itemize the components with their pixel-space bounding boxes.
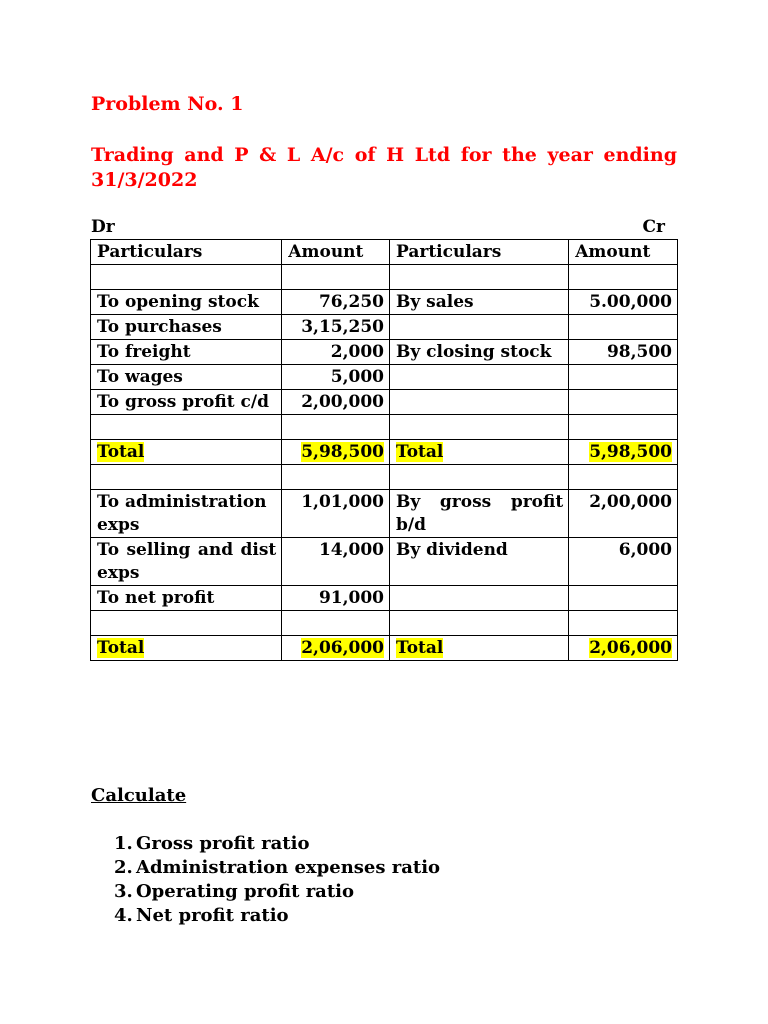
blank-cell [282,611,390,636]
cr-particular: By gross profit b/d [390,490,569,538]
total-label-cr [390,440,569,465]
header-particulars-dr: Particulars [91,240,282,265]
table-row [91,586,678,611]
cr-amount: 5.00,000 [569,290,678,315]
cr-particular: By closing stock [390,340,569,365]
task-number: 3. [114,881,133,902]
dr-amount: 14,000 [282,538,390,586]
table-row [91,315,678,340]
table-row [91,290,678,315]
header-amount-dr: Amount [282,240,390,265]
header-row [91,240,678,265]
blank-cell [282,265,390,290]
cr-particular [390,390,569,415]
dr-amount: 3,15,250 [282,315,390,340]
problem-title: Problem No. 1 [91,93,244,115]
blank-row [91,465,678,490]
task-number: 4. [114,905,133,926]
blank-cell [282,465,390,490]
dr-amount: 1,01,000 [282,490,390,538]
dr-particular: To wages [91,365,282,390]
task-text: Gross profit ratio [136,833,310,854]
dr-particular: To opening stock [91,290,282,315]
pl-total-row [91,636,678,661]
list-item [114,904,440,928]
dr-cr-labels [91,217,665,237]
blank-cell [390,415,569,440]
cr-amount: 2,00,000 [569,490,678,538]
blank-cell [390,265,569,290]
dr-amount: 2,000 [282,340,390,365]
blank-cell [91,465,282,490]
cr-amount [569,315,678,340]
total-label-dr [91,636,282,661]
total-amount-cr-text: 2,06,000 [589,638,672,658]
total-amount-dr [282,440,390,465]
task-text: Operating profit ratio [136,881,355,902]
debit-label: Dr [91,217,115,237]
dr-particular: To administration exps [91,490,282,538]
total-label-dr-text: Total [97,638,145,658]
total-amount-cr-text: 5,98,500 [589,442,672,462]
list-item [114,880,440,904]
blank-cell [91,611,282,636]
cr-particular [390,315,569,340]
table-row [91,365,678,390]
cr-amount: 98,500 [569,340,678,365]
total-amount-dr [282,636,390,661]
cr-particular [390,586,569,611]
header-particulars-cr: Particulars [390,240,569,265]
trading-pl-account-table [90,239,678,661]
cr-particular: By dividend [390,538,569,586]
total-label-dr-text: Total [97,442,145,462]
total-label-cr-text: Total [396,442,444,462]
blank-cell [390,611,569,636]
dr-particular: To purchases [91,315,282,340]
total-amount-cr [569,636,678,661]
blank-cell [569,265,678,290]
blank-row [91,611,678,636]
cr-amount: 6,000 [569,538,678,586]
cr-particular: By sales [390,290,569,315]
blank-cell [91,265,282,290]
dr-amount: 76,250 [282,290,390,315]
table-row [91,538,678,586]
dr-amount: 2,00,000 [282,390,390,415]
task-number: 2. [114,857,133,878]
blank-cell [282,415,390,440]
blank-row [91,265,678,290]
blank-cell [569,465,678,490]
blank-row [91,415,678,440]
dr-particular: To freight [91,340,282,365]
total-label-cr-text: Total [396,638,444,658]
list-item [114,856,440,880]
problem-statement: Trading and P & L A/c of H Ltd for the year ending 31/3/2022 [91,144,677,191]
header-amount-cr: Amount [569,240,678,265]
total-amount-dr-text: 2,06,000 [301,638,385,658]
task-text: Administration expenses ratio [136,857,441,878]
dr-particular: To net profit [91,586,282,611]
task-number: 1. [114,833,133,854]
blank-cell [390,465,569,490]
table-row [91,490,678,538]
dr-amount: 91,000 [282,586,390,611]
table-row [91,340,678,365]
total-amount-dr-text: 5,98,500 [301,442,385,462]
total-amount-cr [569,440,678,465]
dr-amount: 5,000 [282,365,390,390]
task-text: Net profit ratio [136,905,289,926]
credit-label: Cr [642,217,665,237]
cr-amount [569,390,678,415]
dr-particular: To selling and dist exps [91,538,282,586]
blank-cell [569,415,678,440]
dr-particular: To gross profit c/d [91,390,282,415]
calculate-heading: Calculate [91,785,187,806]
table-row [91,390,678,415]
total-label-dr [91,440,282,465]
cr-amount [569,586,678,611]
cr-amount [569,365,678,390]
cr-particular [390,365,569,390]
task-list [114,832,440,928]
total-label-cr [390,636,569,661]
blank-cell [569,611,678,636]
trading-total-row [91,440,678,465]
list-item [114,832,440,856]
blank-cell [91,415,282,440]
